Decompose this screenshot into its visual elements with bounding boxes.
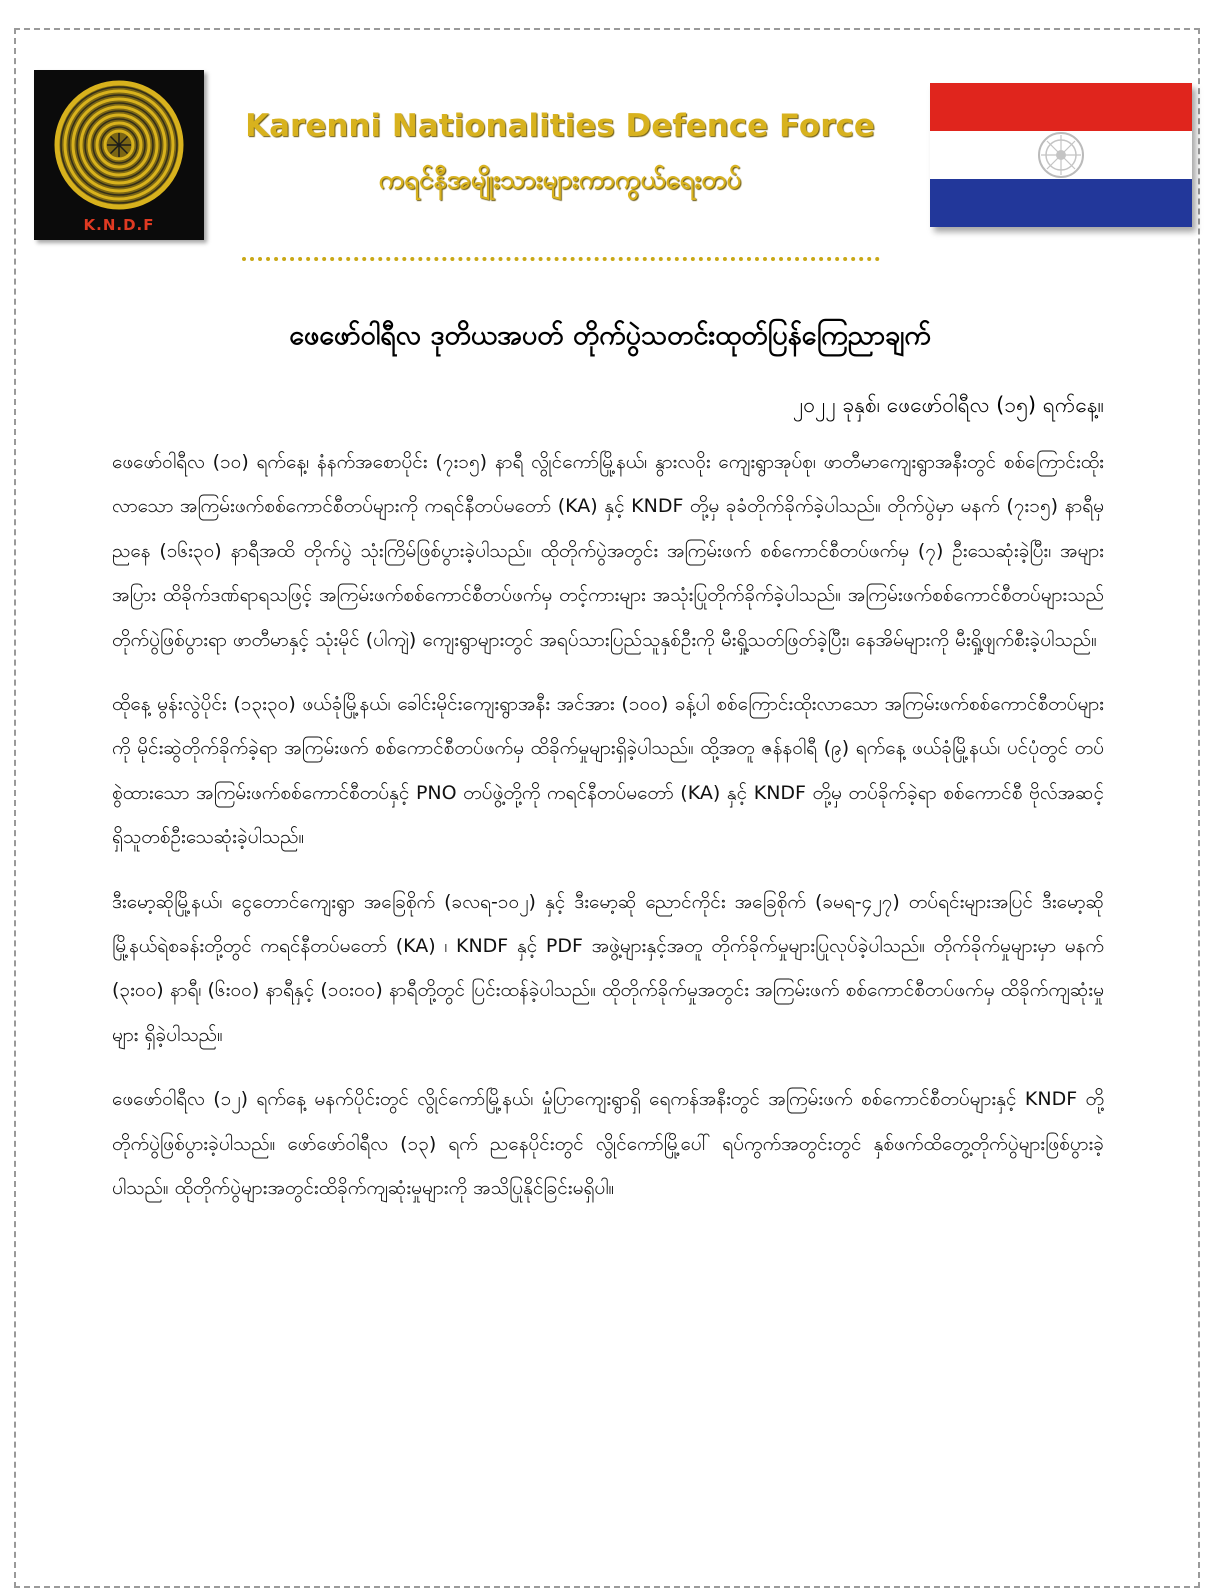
document-date: ၂၀၂၂ ခုနှစ်၊ ဖေဖော်ဝါရီလ (၁၅) ရက်နေ့။ <box>792 393 1104 417</box>
document-body <box>112 440 1104 1231</box>
paragraph: ဖေဖော်ဝါရီလ (၁၂) ရက်နေ့ မနက်ပိုင်းတွင် လွိုင်ကော်မြို့နယ်၊ မှုံပြာကျေးရွာရှိ ရေကန်အနီးတွင် အကြမ်းဖက် စစ်ကောင်စီတပ်များနှင့် KNDF တို့ တိုက်ပွဲဖြစ်ပွားခဲ့ပါသည်။ ဖော်ဖော်ဝါရီလ (၁၃) ရက် ညနေပိုင်းတွင် လွိုင်ကော်မြို့ပေါ် ရပ်ကွက်အတွင်းတွင် နှစ်ဖက်ထိတွေ့တိုက်ပွဲများဖြစ်ပွားခဲ့ပါသည်။ ထိုတိုက်ပွဲများအတွင်းထိခိုက်ကျဆုံးမှုများကို အသိပြုနိုင်ခြင်းမရှိပါ။ <box>112 1088 1104 1200</box>
flag-red-stripe <box>930 83 1192 131</box>
org-name-myanmar: ကရင်နီအမျိုးသားများကာကွယ်ရေးတပ် <box>378 165 742 195</box>
karenni-flag-icon <box>930 83 1192 227</box>
kndf-emblem-icon <box>34 70 204 240</box>
paragraph: ဖေဖော်ဝါရီလ (၁၀) ရက်နေ့၊ နံနက်အစောပိုင်း (၇း၁၅) နာရီ လွိုင်ကော်မြို့နယ်၊ နွားလဝိုး ကျေးရွာအုပ်စု၊ ဖာတီမာကျေးရွာအနီးတွင် စစ်ကြောင်းထိုးလာသော အကြမ်းဖက်စစ်ကောင်စီတပ်များကို ကရင်နီတပ်မတော် (KA) နှင့် KNDF တို့မှ ခုခံတိုက်ခိုက်ခဲ့ပါသည်။ တိုက်ပွဲမှာ မနက် (၇း၁၅) နာရီမှ ညနေ (၁၆း၃၀) နာရီအထိ တိုက်ပွဲ သုံးကြိမ်ဖြစ်ပွားခဲ့ပါသည်။ ထိုတိုက်ပွဲအတွင်း အကြမ်းဖက် စစ်ကောင်စီတပ်ဖက်မှ (၇) ဦးသေဆုံးခဲ့ပြီး၊ အများအပြား ထိခိုက်ဒဏ်ရာရသဖြင့် အကြမ်းဖက်စစ်ကောင်စီတပ်ဖက်မှ တင့်ကားများ အသုံးပြုတိုက်ခိုက်ခဲ့ပါသည်။ အကြမ်းဖက်စစ်ကောင်စီတပ်များသည် တိုက်ပွဲဖြစ်ပွားရာ ဖာတီမာနှင့် သုံးမိုင် (ပါကျဲ) ကျေးရွာများတွင် အရပ်သားပြည်သူနှစ်ဦးကို မီးရှို့သတ်ဖြတ်ခဲ့ပြီး၊ နေအိမ်များကို မီးရှို့ဖျက်စီးခဲ့ပါသည်။ <box>112 451 1104 651</box>
flag-blue-stripe <box>930 179 1192 227</box>
document-title: ဖေဖော်ဝါရီလ ဒုတိယအပတ် တိုက်ပွဲသတင်းထုတ်ပြန်ကြေညာချက် <box>289 320 931 351</box>
org-name-english: Karenni Nationalities Defence Force <box>245 108 875 144</box>
kndf-logo <box>34 70 204 240</box>
paragraph: ထိုနေ့ မွန်းလွဲပိုင်း (၁၃း၃၀) ဖယ်ခုံမြို့နယ်၊ ခေါင်းမိုင်းကျေးရွာအနီး အင်အား (၁၀၀) ခန့်ပါ စစ်ကြောင်းထိုးလာသော အကြမ်းဖက်စစ်ကောင်စီတပ်များကို မိုင်းဆွဲတိုက်ခိုက်ခဲ့ရာ အကြမ်းဖက် စစ်ကောင်စီတပ်ဖက်မှ ထိခိုက်မှုများရှိခဲ့ပါသည်။ ထို့အတူ ဇန်နဝါရီ (၉) ရက်နေ့ ဖယ်ခုံမြို့နယ်၊ ပင်ပုံတွင် တပ်စွဲထားသော အကြမ်းဖက်စစ်ကောင်စီတပ်နှင့် PNO တပ်ဖွဲ့တို့ကို ကရင်နီတပ်မတော် (KA) နှင့် KNDF တို့မှ တပ်ခိုက်ခဲ့ရာ စစ်ကောင်စီ ဗိုလ်အဆင့်ရှိသူတစ်ဦးသေဆုံးခဲ့ပါသည်။ <box>112 693 1104 849</box>
flag-emblem-icon <box>1036 130 1086 180</box>
header-divider <box>242 257 880 261</box>
paragraph: ဒီးမော့ဆိုမြို့နယ်၊ ငွေတောင်ကျေးရွာ အခြေစိုက် (ခလရ-၁၀၂) နှင့် ဒီးမော့ဆို ညောင်ကိုင်း အခြေစိုက် (ခမရ-၄၂၇) တပ်ရင်းများအပြင် ဒီးမော့ဆိုမြို့နယ်ရဲစခန်းတို့တွင် ကရင်နီတပ်မတော် (KA) ၊ KNDF နှင့် PDF အဖွဲ့များနှင့်အတူ တိုက်ခိုက်မှုများပြုလုပ်ခဲ့ပါသည်။ တိုက်ခိုက်မှုများမှာ မနက် (၃း၀၀) နာရီ၊ (၆း၀၀) နာရီနှင့် (၁၀း၀၀) နာရီတို့တွင် ပြင်းထန်ခဲ့ပါသည်။ ထိုတိုက်ခိုက်မှုအတွင်း အကြမ်းဖက် စစ်ကောင်စီတပ်ဖက်မှ ထိခိုက်ကျဆုံးမှုများ ရှိခဲ့ပါသည်။ <box>112 890 1104 1046</box>
logo-text: K.N.D.F <box>83 216 155 234</box>
